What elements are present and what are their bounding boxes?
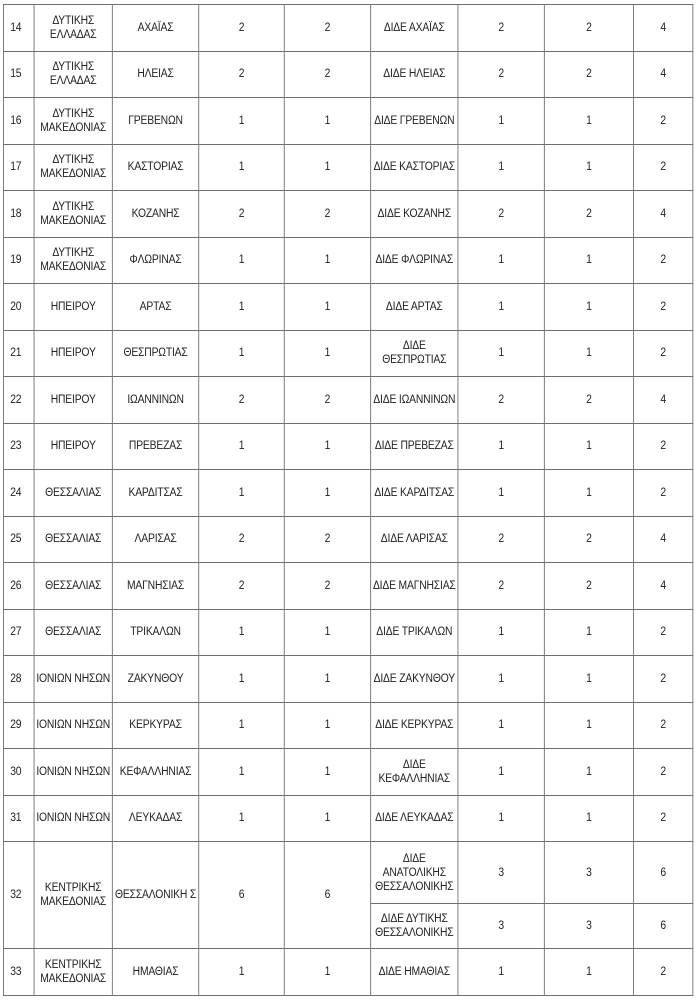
unit-name-cell: ΔΙΔΕ ΚΑΡΔΙΤΣΑΣ bbox=[371, 470, 458, 517]
table-row bbox=[3, 98, 692, 145]
prefecture-cell: ΙΩΑΝΝΙΝΩΝ bbox=[112, 377, 198, 424]
region-cell: ΗΠΕΙΡΟΥ bbox=[34, 330, 112, 377]
row-number-cell: 27 bbox=[3, 609, 34, 656]
unit-name-cell: ΔΙΔΕ ΗΜΑΘΙΑΣ bbox=[371, 949, 458, 996]
prefecture-cell: ΛΕΥΚΑΔΑΣ bbox=[112, 795, 198, 842]
unit-count-d-cell: 2 bbox=[544, 516, 633, 563]
count-a-cell: 2 bbox=[199, 5, 285, 52]
total-cell: 2 bbox=[633, 949, 692, 996]
prefecture-cell: ΚΑΣΤΟΡΙΑΣ bbox=[112, 144, 198, 191]
table-body bbox=[3, 5, 692, 996]
table-row bbox=[3, 609, 692, 656]
region-cell: ΘΕΣΣΑΛΙΑΣ bbox=[34, 470, 112, 517]
unit-count-c-cell: 1 bbox=[458, 949, 544, 996]
unit-count-c-cell: 1 bbox=[458, 795, 544, 842]
unit-count-d-cell: 3 bbox=[544, 904, 633, 949]
total-cell: 2 bbox=[633, 656, 692, 703]
count-b-cell: 1 bbox=[284, 98, 370, 145]
table-row bbox=[3, 470, 692, 517]
count-b-cell: 2 bbox=[284, 5, 370, 52]
unit-count-c-cell: 2 bbox=[458, 5, 544, 52]
unit-count-d-cell: 1 bbox=[544, 98, 633, 145]
unit-count-d-cell: 1 bbox=[544, 749, 633, 796]
table-row bbox=[3, 702, 692, 749]
count-b-cell: 1 bbox=[284, 144, 370, 191]
count-a-cell: 2 bbox=[199, 51, 285, 98]
table-row bbox=[3, 516, 692, 563]
count-a-cell: 1 bbox=[199, 949, 285, 996]
table-row bbox=[3, 330, 692, 377]
count-b-cell: 1 bbox=[284, 330, 370, 377]
row-number-cell: 32 bbox=[3, 842, 34, 949]
unit-name-cell: ΔΙΔΕ ΚΕΦΑΛΛΗΝΙΑΣ bbox=[371, 749, 458, 796]
unit-name-cell: ΔΙΔΕ ΠΡΕΒΕΖΑΣ bbox=[371, 423, 458, 470]
total-cell: 2 bbox=[633, 423, 692, 470]
unit-count-d-cell: 1 bbox=[544, 702, 633, 749]
count-a-cell: 1 bbox=[199, 656, 285, 703]
unit-count-c-cell: 2 bbox=[458, 191, 544, 238]
count-a-cell: 1 bbox=[199, 237, 285, 284]
count-b-cell: 1 bbox=[284, 609, 370, 656]
prefecture-cell: ΗΛΕΙΑΣ bbox=[112, 51, 198, 98]
unit-name-cell: ΔΙΔΕ ΛΑΡΙΣΑΣ bbox=[371, 516, 458, 563]
count-b-cell: 2 bbox=[284, 51, 370, 98]
prefecture-cell: ΠΡΕΒΕΖΑΣ bbox=[112, 423, 198, 470]
count-b-cell: 1 bbox=[284, 470, 370, 517]
count-b-cell: 1 bbox=[284, 423, 370, 470]
unit-name-cell: ΔΙΔΕ ΦΛΩΡΙΝΑΣ bbox=[371, 237, 458, 284]
count-a-cell: 6 bbox=[199, 842, 285, 949]
unit-count-c-cell: 1 bbox=[458, 284, 544, 331]
count-a-cell: 1 bbox=[199, 470, 285, 517]
count-b-cell: 1 bbox=[284, 237, 370, 284]
count-a-cell: 1 bbox=[199, 144, 285, 191]
table-row bbox=[3, 842, 692, 904]
count-a-cell: 1 bbox=[199, 795, 285, 842]
total-cell: 2 bbox=[633, 795, 692, 842]
unit-name-cell: ΔΙΔΕ ΙΩΑΝΝΙΝΩΝ bbox=[371, 377, 458, 424]
total-cell: 2 bbox=[633, 470, 692, 517]
region-cell: ΔΥΤΙΚΗΣ ΜΑΚΕΔΟΝΙΑΣ bbox=[34, 237, 112, 284]
prefecture-cell: ΓΡΕΒΕΝΩΝ bbox=[112, 98, 198, 145]
row-number-cell: 31 bbox=[3, 795, 34, 842]
unit-count-c-cell: 2 bbox=[458, 516, 544, 563]
count-a-cell: 1 bbox=[199, 284, 285, 331]
count-b-cell: 1 bbox=[284, 749, 370, 796]
table-row bbox=[3, 5, 692, 52]
unit-name-cell: ΔΙΔΕ ΑΡΤΑΣ bbox=[371, 284, 458, 331]
unit-name-cell: ΔΙΔΕ ΑΧΑΪΑΣ bbox=[371, 5, 458, 52]
unit-count-d-cell: 1 bbox=[544, 470, 633, 517]
region-cell: ΔΥΤΙΚΗΣ ΜΑΚΕΔΟΝΙΑΣ bbox=[34, 98, 112, 145]
unit-name-cell: ΔΙΔΕ ΤΡΙΚΑΛΩΝ bbox=[371, 609, 458, 656]
count-a-cell: 2 bbox=[199, 516, 285, 563]
total-cell: 4 bbox=[633, 377, 692, 424]
total-cell: 2 bbox=[633, 237, 692, 284]
count-b-cell: 6 bbox=[284, 842, 370, 949]
row-number-cell: 30 bbox=[3, 749, 34, 796]
row-number-cell: 25 bbox=[3, 516, 34, 563]
count-a-cell: 1 bbox=[199, 749, 285, 796]
unit-count-c-cell: 1 bbox=[458, 144, 544, 191]
unit-name-cell: ΔΙΔΕ ΔΥΤΙΚΗΣ ΘΕΣΣΑΛΟΝΙΚΗΣ bbox=[371, 904, 458, 949]
unit-count-d-cell: 1 bbox=[544, 423, 633, 470]
region-cell: ΗΠΕΙΡΟΥ bbox=[34, 284, 112, 331]
unit-count-d-cell: 2 bbox=[544, 191, 633, 238]
row-number-cell: 14 bbox=[3, 5, 34, 52]
unit-name-cell: ΔΙΔΕ ΑΝΑΤΟΛΙΚΗΣ ΘΕΣΣΑΛΟΝΙΚΗΣ bbox=[371, 842, 458, 904]
unit-count-d-cell: 2 bbox=[544, 5, 633, 52]
region-cell: ΔΥΤΙΚΗΣ ΜΑΚΕΔΟΝΙΑΣ bbox=[34, 191, 112, 238]
row-number-cell: 33 bbox=[3, 949, 34, 996]
unit-count-c-cell: 3 bbox=[458, 842, 544, 904]
prefecture-cell: ΖΑΚΥΝΘΟΥ bbox=[112, 656, 198, 703]
total-cell: 4 bbox=[633, 563, 692, 610]
total-cell: 6 bbox=[633, 842, 692, 904]
row-number-cell: 16 bbox=[3, 98, 34, 145]
unit-count-d-cell: 3 bbox=[544, 842, 633, 904]
table-row bbox=[3, 423, 692, 470]
unit-count-c-cell: 1 bbox=[458, 98, 544, 145]
unit-count-c-cell: 1 bbox=[458, 237, 544, 284]
row-number-cell: 22 bbox=[3, 377, 34, 424]
unit-count-d-cell: 1 bbox=[544, 330, 633, 377]
prefecture-cell: ΘΕΣΣΑΛΟΝΙΚΗ Σ bbox=[112, 842, 198, 949]
table-row bbox=[3, 144, 692, 191]
row-number-cell: 18 bbox=[3, 191, 34, 238]
table-row bbox=[3, 749, 692, 796]
region-cell: ΘΕΣΣΑΛΙΑΣ bbox=[34, 516, 112, 563]
total-cell: 2 bbox=[633, 284, 692, 331]
unit-count-c-cell: 1 bbox=[458, 656, 544, 703]
total-cell: 2 bbox=[633, 144, 692, 191]
unit-count-d-cell: 2 bbox=[544, 51, 633, 98]
region-cell: ΙΟΝΙΩΝ ΝΗΣΩΝ bbox=[34, 656, 112, 703]
region-cell: ΘΕΣΣΑΛΙΑΣ bbox=[34, 563, 112, 610]
allocation-table bbox=[3, 4, 693, 996]
unit-count-c-cell: 3 bbox=[458, 904, 544, 949]
table-row bbox=[3, 191, 692, 238]
count-a-cell: 2 bbox=[199, 377, 285, 424]
unit-name-cell: ΔΙΔΕ ΜΑΓΝΗΣΙΑΣ bbox=[371, 563, 458, 610]
row-number-cell: 23 bbox=[3, 423, 34, 470]
total-cell: 2 bbox=[633, 609, 692, 656]
unit-count-d-cell: 1 bbox=[544, 237, 633, 284]
count-a-cell: 1 bbox=[199, 98, 285, 145]
count-a-cell: 1 bbox=[199, 702, 285, 749]
region-cell: ΚΕΝΤΡΙΚΗΣ ΜΑΚΕΔΟΝΙΑΣ bbox=[34, 842, 112, 949]
total-cell: 4 bbox=[633, 51, 692, 98]
count-b-cell: 1 bbox=[284, 284, 370, 331]
count-a-cell: 2 bbox=[199, 563, 285, 610]
total-cell: 2 bbox=[633, 749, 692, 796]
region-cell: ΗΠΕΙΡΟΥ bbox=[34, 377, 112, 424]
row-number-cell: 28 bbox=[3, 656, 34, 703]
total-cell: 2 bbox=[633, 702, 692, 749]
region-cell: ΙΟΝΙΩΝ ΝΗΣΩΝ bbox=[34, 795, 112, 842]
count-b-cell: 2 bbox=[284, 563, 370, 610]
unit-name-cell: ΔΙΔΕ ΗΛΕΙΑΣ bbox=[371, 51, 458, 98]
prefecture-cell: ΤΡΙΚΑΛΩΝ bbox=[112, 609, 198, 656]
unit-count-d-cell: 1 bbox=[544, 609, 633, 656]
count-b-cell: 2 bbox=[284, 191, 370, 238]
prefecture-cell: ΑΧΑΪΑΣ bbox=[112, 5, 198, 52]
unit-count-c-cell: 2 bbox=[458, 377, 544, 424]
unit-name-cell: ΔΙΔΕ ΛΕΥΚΑΔΑΣ bbox=[371, 795, 458, 842]
table-row bbox=[3, 949, 692, 996]
count-b-cell: 1 bbox=[284, 702, 370, 749]
total-cell: 4 bbox=[633, 5, 692, 52]
prefecture-cell: ΚΟΖΑΝΗΣ bbox=[112, 191, 198, 238]
row-number-cell: 19 bbox=[3, 237, 34, 284]
unit-name-cell: ΔΙΔΕ ΚΕΡΚΥΡΑΣ bbox=[371, 702, 458, 749]
count-a-cell: 1 bbox=[199, 609, 285, 656]
row-number-cell: 26 bbox=[3, 563, 34, 610]
region-cell: ΔΥΤΙΚΗΣ ΕΛΛΑΔΑΣ bbox=[34, 51, 112, 98]
count-a-cell: 1 bbox=[199, 330, 285, 377]
count-b-cell: 1 bbox=[284, 949, 370, 996]
unit-name-cell: ΔΙΔΕ ΘΕΣΠΡΩΤΙΑΣ bbox=[371, 330, 458, 377]
unit-count-d-cell: 1 bbox=[544, 144, 633, 191]
table-row bbox=[3, 795, 692, 842]
unit-name-cell: ΔΙΔΕ ΖΑΚΥΝΘΟΥ bbox=[371, 656, 458, 703]
region-cell: ΔΥΤΙΚΗΣ ΜΑΚΕΔΟΝΙΑΣ bbox=[34, 144, 112, 191]
row-number-cell: 29 bbox=[3, 702, 34, 749]
prefecture-cell: ΜΑΓΝΗΣΙΑΣ bbox=[112, 563, 198, 610]
prefecture-cell: ΗΜΑΘΙΑΣ bbox=[112, 949, 198, 996]
table-row bbox=[3, 51, 692, 98]
prefecture-cell: ΦΛΩΡΙΝΑΣ bbox=[112, 237, 198, 284]
unit-count-d-cell: 2 bbox=[544, 563, 633, 610]
count-b-cell: 2 bbox=[284, 377, 370, 424]
prefecture-cell: ΚΕΦΑΛΛΗΝΙΑΣ bbox=[112, 749, 198, 796]
unit-count-d-cell: 1 bbox=[544, 284, 633, 331]
unit-count-c-cell: 2 bbox=[458, 563, 544, 610]
region-cell: ΘΕΣΣΑΛΙΑΣ bbox=[34, 609, 112, 656]
count-b-cell: 1 bbox=[284, 795, 370, 842]
unit-count-c-cell: 1 bbox=[458, 330, 544, 377]
count-a-cell: 2 bbox=[199, 191, 285, 238]
row-number-cell: 24 bbox=[3, 470, 34, 517]
prefecture-cell: ΚΑΡΔΙΤΣΑΣ bbox=[112, 470, 198, 517]
unit-count-c-cell: 1 bbox=[458, 609, 544, 656]
prefecture-cell: ΑΡΤΑΣ bbox=[112, 284, 198, 331]
prefecture-cell: ΚΕΡΚΥΡΑΣ bbox=[112, 702, 198, 749]
count-b-cell: 2 bbox=[284, 516, 370, 563]
table-row bbox=[3, 377, 692, 424]
unit-count-d-cell: 1 bbox=[544, 795, 633, 842]
unit-count-d-cell: 1 bbox=[544, 949, 633, 996]
unit-count-c-cell: 1 bbox=[458, 423, 544, 470]
prefecture-cell: ΘΕΣΠΡΩΤΙΑΣ bbox=[112, 330, 198, 377]
region-cell: ΔΥΤΙΚΗΣ ΕΛΛΑΔΑΣ bbox=[34, 5, 112, 52]
count-a-cell: 1 bbox=[199, 423, 285, 470]
table-row bbox=[3, 284, 692, 331]
unit-count-c-cell: 1 bbox=[458, 702, 544, 749]
unit-name-cell: ΔΙΔΕ ΓΡΕΒΕΝΩΝ bbox=[371, 98, 458, 145]
row-number-cell: 17 bbox=[3, 144, 34, 191]
region-cell: ΗΠΕΙΡΟΥ bbox=[34, 423, 112, 470]
table-row bbox=[3, 563, 692, 610]
total-cell: 4 bbox=[633, 191, 692, 238]
unit-count-c-cell: 1 bbox=[458, 749, 544, 796]
unit-count-c-cell: 2 bbox=[458, 51, 544, 98]
row-number-cell: 20 bbox=[3, 284, 34, 331]
prefecture-cell: ΛΑΡΙΣΑΣ bbox=[112, 516, 198, 563]
table-row bbox=[3, 656, 692, 703]
total-cell: 6 bbox=[633, 904, 692, 949]
unit-name-cell: ΔΙΔΕ ΚΑΣΤΟΡΙΑΣ bbox=[371, 144, 458, 191]
region-cell: ΙΟΝΙΩΝ ΝΗΣΩΝ bbox=[34, 702, 112, 749]
unit-count-d-cell: 2 bbox=[544, 377, 633, 424]
unit-name-cell: ΔΙΔΕ ΚΟΖΑΝΗΣ bbox=[371, 191, 458, 238]
region-cell: ΙΟΝΙΩΝ ΝΗΣΩΝ bbox=[34, 749, 112, 796]
total-cell: 2 bbox=[633, 98, 692, 145]
region-cell: ΚΕΝΤΡΙΚΗΣ ΜΑΚΕΔΟΝΙΑΣ bbox=[34, 949, 112, 996]
total-cell: 2 bbox=[633, 330, 692, 377]
unit-count-d-cell: 1 bbox=[544, 656, 633, 703]
total-cell: 4 bbox=[633, 516, 692, 563]
row-number-cell: 15 bbox=[3, 51, 34, 98]
row-number-cell: 21 bbox=[3, 330, 34, 377]
table-row bbox=[3, 237, 692, 284]
unit-count-c-cell: 1 bbox=[458, 470, 544, 517]
count-b-cell: 1 bbox=[284, 656, 370, 703]
